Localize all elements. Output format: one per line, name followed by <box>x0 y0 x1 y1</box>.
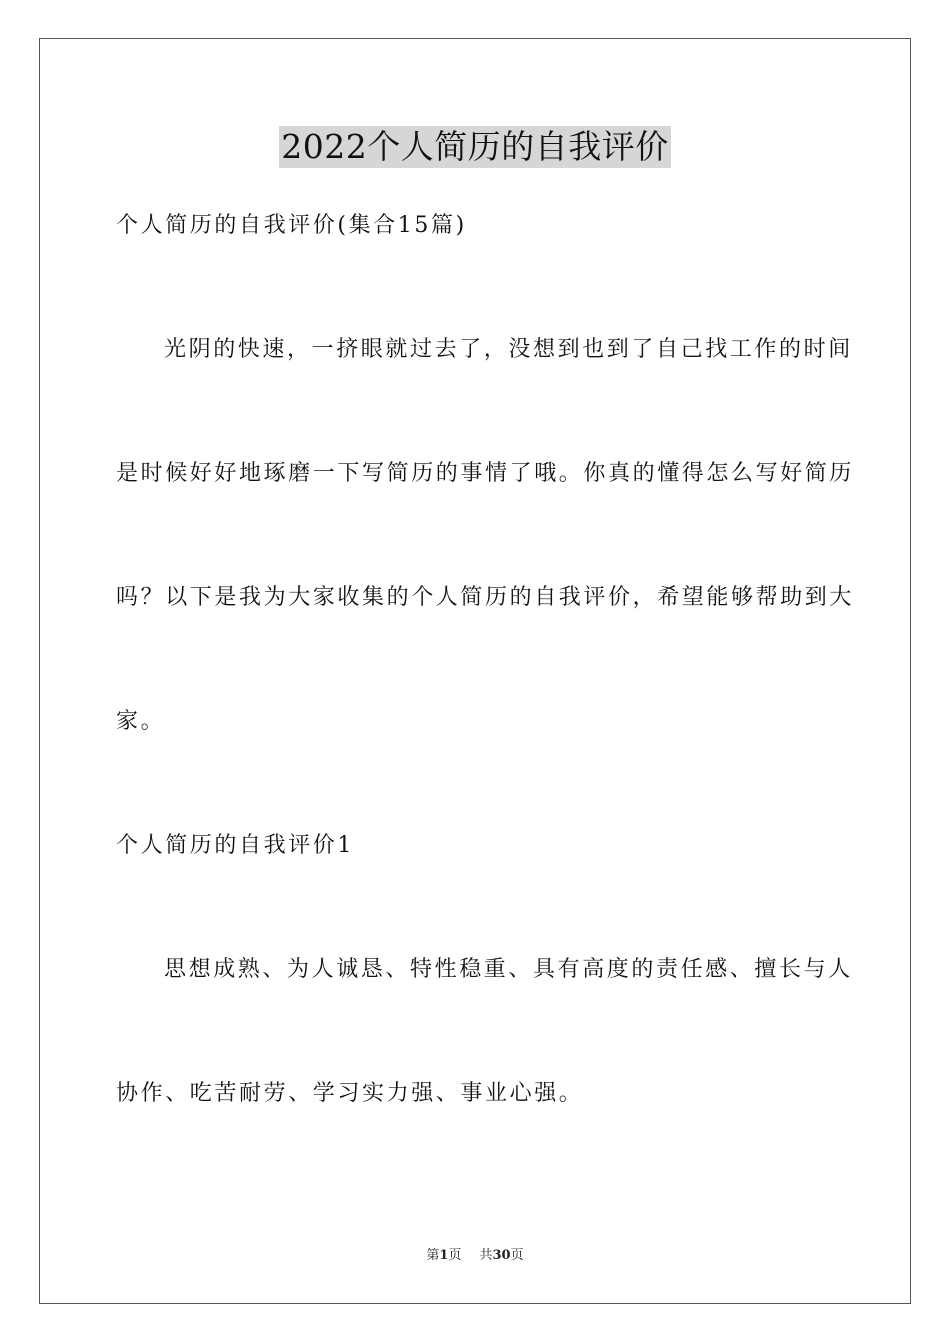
intro-line-4: 家。 <box>116 709 166 734</box>
intro-line-3: 吗？以下是我为大家收集的个人简历的自我评价，希望能够帮助到大 <box>116 585 855 610</box>
section1-heading: 个人简历的自我评价1 <box>116 833 354 858</box>
intro-line-2: 是时候好好地琢磨一下写简历的事情了哦。你真的懂得怎么写好简历 <box>116 461 855 486</box>
footer-total-prefix: 共 <box>479 1248 493 1263</box>
document-subtitle: 个人简历的自我评价(集合15篇) <box>116 213 467 238</box>
footer-total-pages: 30 <box>492 1248 511 1263</box>
title-container <box>0 126 950 168</box>
footer-page-suffix: 页 <box>448 1248 462 1263</box>
footer-total-suffix: 页 <box>510 1248 524 1263</box>
document-title: 2022个人简历的自我评价 <box>281 127 669 166</box>
intro-line-1: 光阴的快速，一挤眼就过去了，没想到也到了自己找工作的时间 <box>164 337 853 362</box>
footer-page-prefix: 第 <box>426 1248 440 1263</box>
page-footer <box>0 1247 950 1265</box>
footer-page-number: 1 <box>439 1248 449 1263</box>
section1-line-2: 协作、吃苦耐劳、学习实力强、事业心强。 <box>116 1081 584 1106</box>
section1-line-1: 思想成熟、为人诚恳、特性稳重、具有高度的责任感、擅长与人 <box>164 957 853 982</box>
